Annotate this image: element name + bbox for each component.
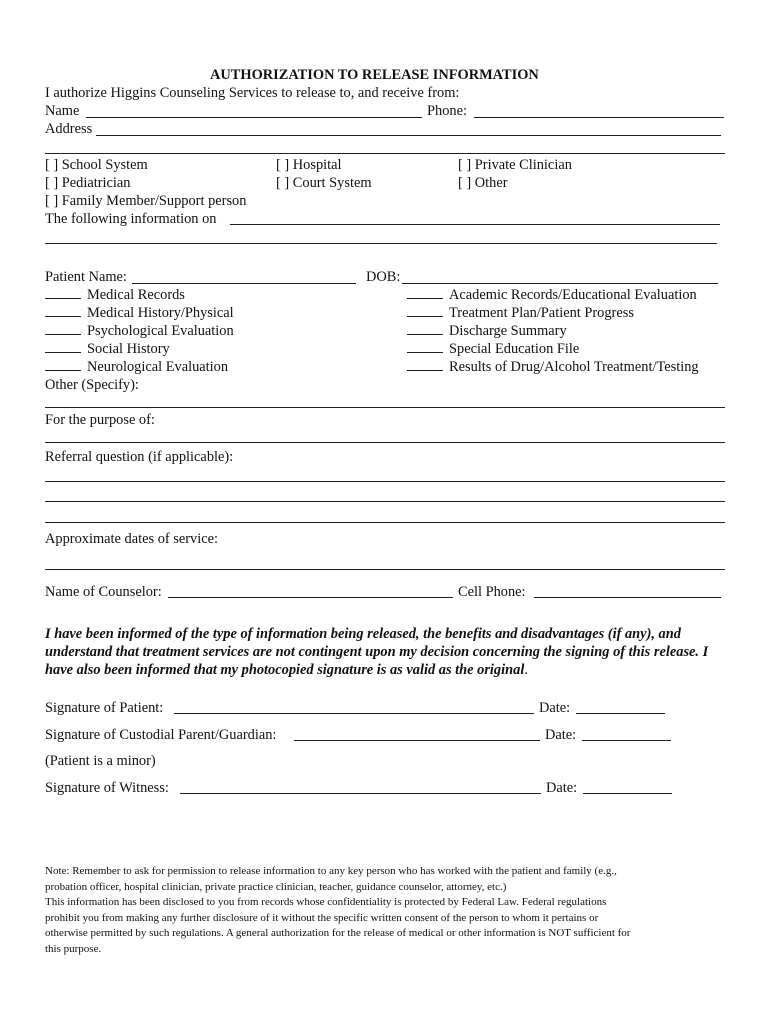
disclosure-note	[45, 864, 735, 958]
sig-witness-date-field[interactable]	[583, 793, 672, 794]
date-label: Date:	[545, 727, 577, 743]
purpose-field[interactable]	[45, 442, 725, 443]
sig-guardian-date-field[interactable]	[582, 740, 671, 741]
record-item[interactable]: Medical History/Physical	[45, 304, 234, 322]
dates-label: Approximate dates of service:	[45, 531, 219, 547]
sig-patient-date-field[interactable]	[576, 713, 665, 714]
record-check-blank[interactable]	[407, 286, 443, 299]
record-check-blank[interactable]	[45, 304, 81, 317]
record-item[interactable]: Treatment Plan/Patient Progress	[407, 304, 634, 322]
option-hospital[interactable]: [ ] Hospital	[276, 157, 342, 173]
other-specify-label: Other (Specify):	[45, 377, 139, 393]
option-private-clinician[interactable]: [ ] Private Clinician	[458, 157, 572, 173]
record-item[interactable]: Academic Records/Educational Evaluation	[407, 286, 697, 304]
option-other[interactable]: [ ] Other	[458, 175, 508, 191]
record-check-blank[interactable]	[407, 304, 443, 317]
following-info-label: The following information on	[45, 211, 217, 227]
record-check-blank[interactable]	[407, 322, 443, 335]
record-check-blank[interactable]	[45, 340, 81, 353]
phone-label: Phone:	[427, 103, 467, 119]
option-court-system[interactable]: [ ] Court System	[276, 175, 372, 191]
dob-label: DOB:	[366, 269, 401, 285]
option-family-member[interactable]: [ ] Family Member/Support person	[45, 193, 247, 209]
sig-witness-field[interactable]	[180, 793, 541, 794]
counselor-label: Name of Counselor:	[45, 584, 162, 600]
patient-name-field[interactable]	[132, 283, 356, 284]
referral-label: Referral question (if applicable):	[45, 449, 234, 465]
minor-label: (Patient is a minor)	[45, 753, 156, 769]
note-line: this purpose.	[45, 942, 102, 955]
name-label: Name	[45, 103, 80, 119]
sig-guardian-field[interactable]	[294, 740, 540, 741]
address-field-line2[interactable]	[45, 153, 725, 154]
address-label: Address	[45, 121, 93, 137]
record-item[interactable]: Special Education File	[407, 340, 579, 358]
following-info-field[interactable]	[230, 224, 720, 225]
counselor-field[interactable]	[168, 597, 453, 598]
note-line: otherwise permitted by such regulations. A general authorization for the release of medical or other information is NOT sufficient for	[45, 927, 631, 940]
referral-field-line2[interactable]	[45, 501, 725, 502]
referral-field-line1[interactable]	[45, 481, 725, 482]
option-school-system[interactable]: [ ] School System	[45, 157, 148, 173]
record-check-blank[interactable]	[407, 358, 443, 371]
date-label: Date:	[546, 780, 578, 796]
record-item[interactable]: Discharge Summary	[407, 322, 567, 340]
consent-statement: I have been informed of the type of information being released, the benefits and disadvantages (if any), and understand that treatment services are not contingent upon my decision concerning the signing of this release. I have also been informed that my photocopied signature is as valid as the original.	[45, 626, 709, 678]
record-check-blank[interactable]	[45, 358, 81, 371]
record-item[interactable]: Psychological Evaluation	[45, 322, 234, 340]
referral-field-line3[interactable]	[45, 522, 725, 523]
date-label: Date:	[539, 700, 571, 716]
record-item[interactable]: Neurological Evaluation	[45, 358, 228, 376]
record-item[interactable]: Social History	[45, 340, 170, 358]
record-check-blank[interactable]	[407, 340, 443, 353]
sig-patient-field[interactable]	[174, 713, 534, 714]
purpose-label: For the purpose of:	[45, 412, 155, 428]
dob-field[interactable]	[402, 283, 718, 284]
note-line: probation officer, hospital clinician, private practice clinician, teacher, guidance counselor, attorney, etc.)	[45, 880, 507, 893]
form-title: AUTHORIZATION TO RELEASE INFORMATION	[210, 67, 539, 83]
sig-patient-label: Signature of Patient:	[45, 700, 164, 716]
sig-guardian-label: Signature of Custodial Parent/Guardian:	[45, 727, 277, 743]
phone-field[interactable]	[474, 117, 724, 118]
intro-text: I authorize Higgins Counseling Services to release to, and receive from:	[45, 85, 460, 101]
cell-phone-label: Cell Phone:	[458, 584, 526, 600]
address-field[interactable]	[96, 135, 721, 136]
dates-field[interactable]	[45, 569, 725, 570]
record-item[interactable]: Medical Records	[45, 286, 185, 304]
other-specify-field[interactable]	[45, 407, 725, 408]
note-line: prohibit you from making any further disclosure of it without the specific written consent of the person to whom it pertains or	[45, 911, 599, 924]
sig-witness-label: Signature of Witness:	[45, 780, 169, 796]
note-line: This information has been disclosed to you from records whose confidentiality is protected by Federal Law. Federal regulations	[45, 896, 607, 909]
following-info-field-line2[interactable]	[45, 243, 717, 244]
note-line: Note: Remember to ask for permission to release information to any key person who has worked with the patient and family (e.g.,	[45, 865, 617, 877]
record-item[interactable]: Results of Drug/Alcohol Treatment/Testing	[407, 358, 699, 376]
option-pediatrician[interactable]: [ ] Pediatrician	[45, 175, 131, 191]
name-field[interactable]	[86, 117, 422, 118]
record-check-blank[interactable]	[45, 286, 81, 299]
record-check-blank[interactable]	[45, 322, 81, 335]
cell-phone-field[interactable]	[534, 597, 721, 598]
patient-name-label: Patient Name:	[45, 269, 127, 285]
